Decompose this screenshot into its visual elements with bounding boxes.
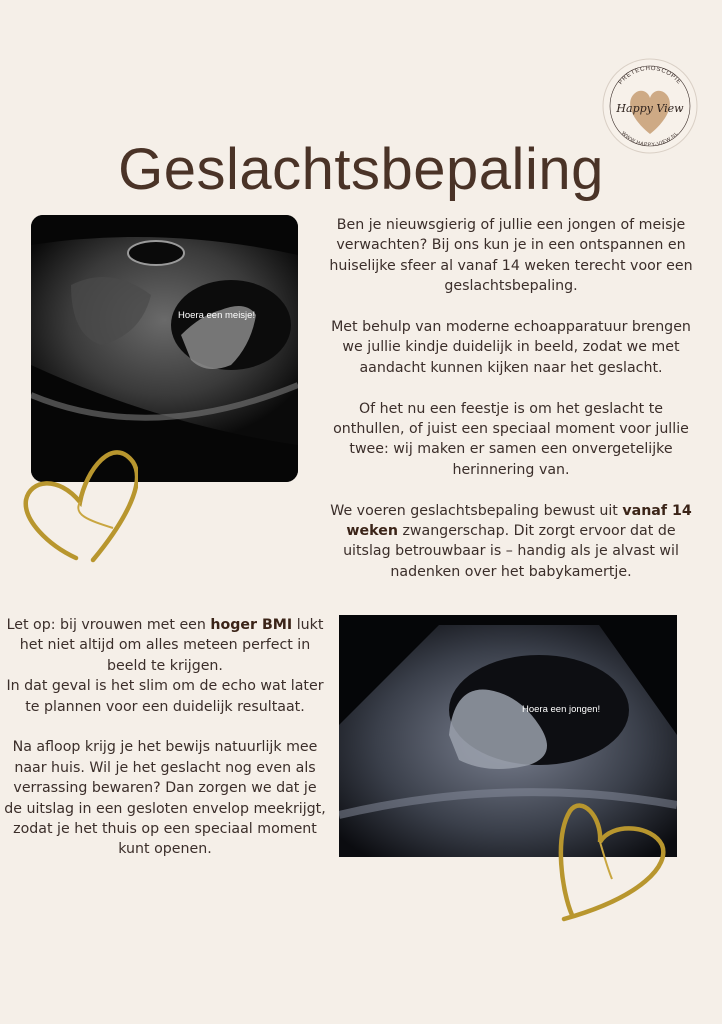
intro-p4-text: We voeren geslachtsbepaling bewust uit	[330, 502, 623, 519]
intro-paragraph-3: Of het nu een feestje is om het geslacht te onthullen, of juist een speciaal moment voor jullie twee: wij maken er samen een onvergetelijke herinnering van.	[333, 400, 689, 478]
bmi-bold: hoger BMI	[210, 617, 293, 633]
gold-heart-icon-2	[552, 797, 672, 927]
intro-paragraph-2: Met behulp van moderne echoapparatuur brengen we jullie kindje duidelijk in beeld, zodat we met aandacht kunnen kijken naar het geslacht.	[331, 319, 691, 376]
intro-p4-text-end: zwangerschap. Dit zorgt ervoor dat de uitslag betrouwbaar is – handig als je alvast wil nadenken over het babykamertje.	[343, 523, 679, 580]
gold-heart-icon	[18, 440, 138, 570]
planning-paragraph: In dat geval is het slim om de echo wat later te plannen voor een duidelijk resultaat.	[6, 678, 324, 715]
logo-script-text: Happy View	[616, 102, 684, 115]
bmi-text-end: lukt het niet altijd om alles meteen perfect in beeld te krijgen.	[19, 617, 324, 674]
intro-paragraph-4	[322, 501, 700, 583]
bmi-text-block	[4, 615, 326, 880]
logo-bottom-text: WWW.HAPPY-VIEW.NL	[620, 130, 680, 149]
bmi-text: Let op: bij vrouwen met een	[6, 617, 211, 633]
ultrasound-caption-boy: Hoera een jongen!	[522, 704, 601, 715]
intro-paragraph-1: Ben je nieuwsgierig of jullie een jongen of meisje verwachten? Bij ons kun je in een ontspannen en huiselijke sfeer al vanaf 14 weken terecht voor een geslachtsbepaling.	[329, 217, 693, 295]
page-title: Geslachtsbepaling	[118, 137, 604, 202]
envelope-paragraph: Na afloop krijg je het bewijs natuurlijk mee naar huis. Wil je het geslacht nog even als verrassing bewaren? Dan zorgen we dat je de uitslag in een gesloten envelop meekrijgt, zodat je het thuis op een speciaal moment kunt openen.	[4, 739, 326, 858]
intro-p4-bold: vanaf 14 weken	[346, 502, 692, 540]
intro-text-block	[322, 215, 700, 603]
ultrasound-caption-girl: Hoera een meisje!	[178, 310, 256, 321]
bmi-paragraph	[4, 615, 326, 676]
logo-top-text: PRETECHOSCOPIE	[617, 65, 683, 86]
